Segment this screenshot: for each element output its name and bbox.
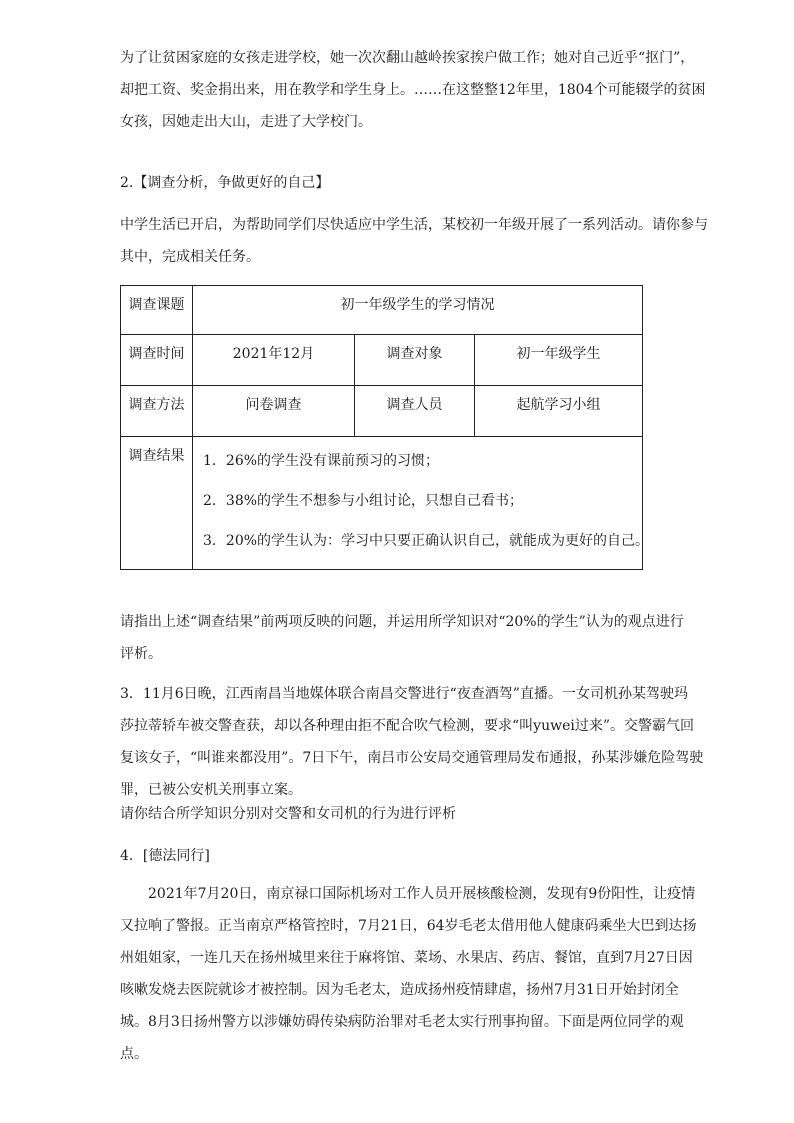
table-cell <box>121 437 193 570</box>
intro-paragraph <box>120 42 720 138</box>
table-row <box>121 286 643 335</box>
text-line: 却把工资、奖金捐出来，用在教学和学生身上。……在这整整12年里，1804个可能辍学的贫困 <box>120 82 706 98</box>
q3-question <box>120 798 720 830</box>
q2-description <box>120 209 720 273</box>
topic-value: 初一年级学生的学习情况 <box>340 297 495 313</box>
table-row <box>121 335 643 386</box>
object-label: 调查对象 <box>386 346 443 362</box>
text-line: 又拉响了警报。正当南京严格管控时，7月21日，64岁毛老太借用他人健康码乘坐大巴到达扬 <box>120 918 697 934</box>
text-line: 请指出上述“调查结果”前两项反映的问题，并运用所学知识对“20%的学生”认为的观点进行 <box>120 614 684 630</box>
result-item: 1．26%的学生没有课前预习的习惯； <box>203 453 440 469</box>
q3-paragraph <box>120 678 720 806</box>
topic-label: 调查课题 <box>128 297 185 313</box>
table-row <box>121 386 643 437</box>
question-heading: 4．[德法同行] <box>120 848 210 864</box>
question-text: 请你结合所学知识分别对交警和女司机的行为进行评析 <box>120 806 456 822</box>
staff-value: 起航学习小组 <box>516 397 601 413</box>
text-line: 评析。 <box>120 646 162 662</box>
text-line: 中学生活已开启，为帮助同学们尽快适应中学生活，某校初一年级开展了一系列活动。请你参与 <box>120 217 708 233</box>
table-cell <box>121 286 193 335</box>
q2-heading <box>120 167 720 199</box>
object-value: 初一年级学生 <box>516 346 601 362</box>
result-item: 3．20%的学生认为：学习中只要正确认识自己，就能成为更好的自己。 <box>203 533 650 549</box>
table-cell <box>355 335 475 386</box>
text-line: 莎拉蒂轿车被交警查获，却以各种理由拒不配合吹气检测，要求“叫yuwei过来”。交警霸气回 <box>120 718 694 734</box>
result-item: 2．38%的学生不想参与小组讨论，只想自己看书； <box>203 493 524 509</box>
table-cell <box>193 286 643 335</box>
text-line: 州姐姐家，一连几天在扬州城里来往于麻将馆、菜场、水果店、药店、餐馆，直到7月27日因 <box>120 950 693 966</box>
text-line: 城。8月3日扬州警方以涉嫌妨碍传染病防治罪对毛老太实行刑事拘留。下面是两位同学的观 <box>120 1014 684 1030</box>
table-cell <box>193 437 650 570</box>
text-line: 点。 <box>120 1046 148 1062</box>
method-value: 问卷调查 <box>245 397 302 413</box>
table-row <box>121 437 643 570</box>
text-line: 为了让贫困家庭的女孩走进学校，她一次次翻山越岭挨家挨户做工作；她对自己近乎“抠门”， <box>120 50 695 66</box>
q2-question <box>120 606 720 670</box>
text-line: 咳嗽发烧去医院就诊才被控制。因为毛老太，造成扬州疫情肆虐，扬州7月31日开始封闭全 <box>120 982 679 998</box>
question-heading: 2.【调查分析，争做更好的自己】 <box>120 175 330 191</box>
table-cell <box>475 335 643 386</box>
table-cell <box>193 386 355 437</box>
table-cell <box>355 386 475 437</box>
text-line: 罪，已被公安机关刑事立案。 <box>120 782 302 798</box>
table-cell <box>121 386 193 437</box>
time-value: 2021年12月 <box>232 346 315 362</box>
method-label: 调查方法 <box>128 397 185 413</box>
q4-paragraph <box>120 878 720 1070</box>
results-list <box>193 437 650 569</box>
text-line: 其中，完成相关任务。 <box>120 249 260 265</box>
q4-heading <box>120 840 720 872</box>
text-line: 2021年7月20日，南京禄口国际机场对工作人员开展核酸检测，发现有9份阳性，让疫情 <box>148 886 696 902</box>
staff-label: 调查人员 <box>386 397 443 413</box>
text-line: 3．11月6日晚，江西南昌当地媒体联合南昌交警进行“夜查酒驾”直播。一女司机孙某驾驶玛 <box>120 686 688 702</box>
time-label: 调查时间 <box>128 346 185 362</box>
result-label: 调查结果 <box>128 448 185 464</box>
text-line: 复该女子，“叫谁来都没用”。7日下午，南吕市公安局交通管理局发布通报，孙某涉嫌危险驾驶 <box>120 750 704 766</box>
survey-table <box>120 285 650 570</box>
text-line: 女孩，因她走出大山，走进了大学校门。 <box>120 114 372 130</box>
table-cell <box>475 386 643 437</box>
table-cell <box>121 335 193 386</box>
table-cell <box>193 335 355 386</box>
